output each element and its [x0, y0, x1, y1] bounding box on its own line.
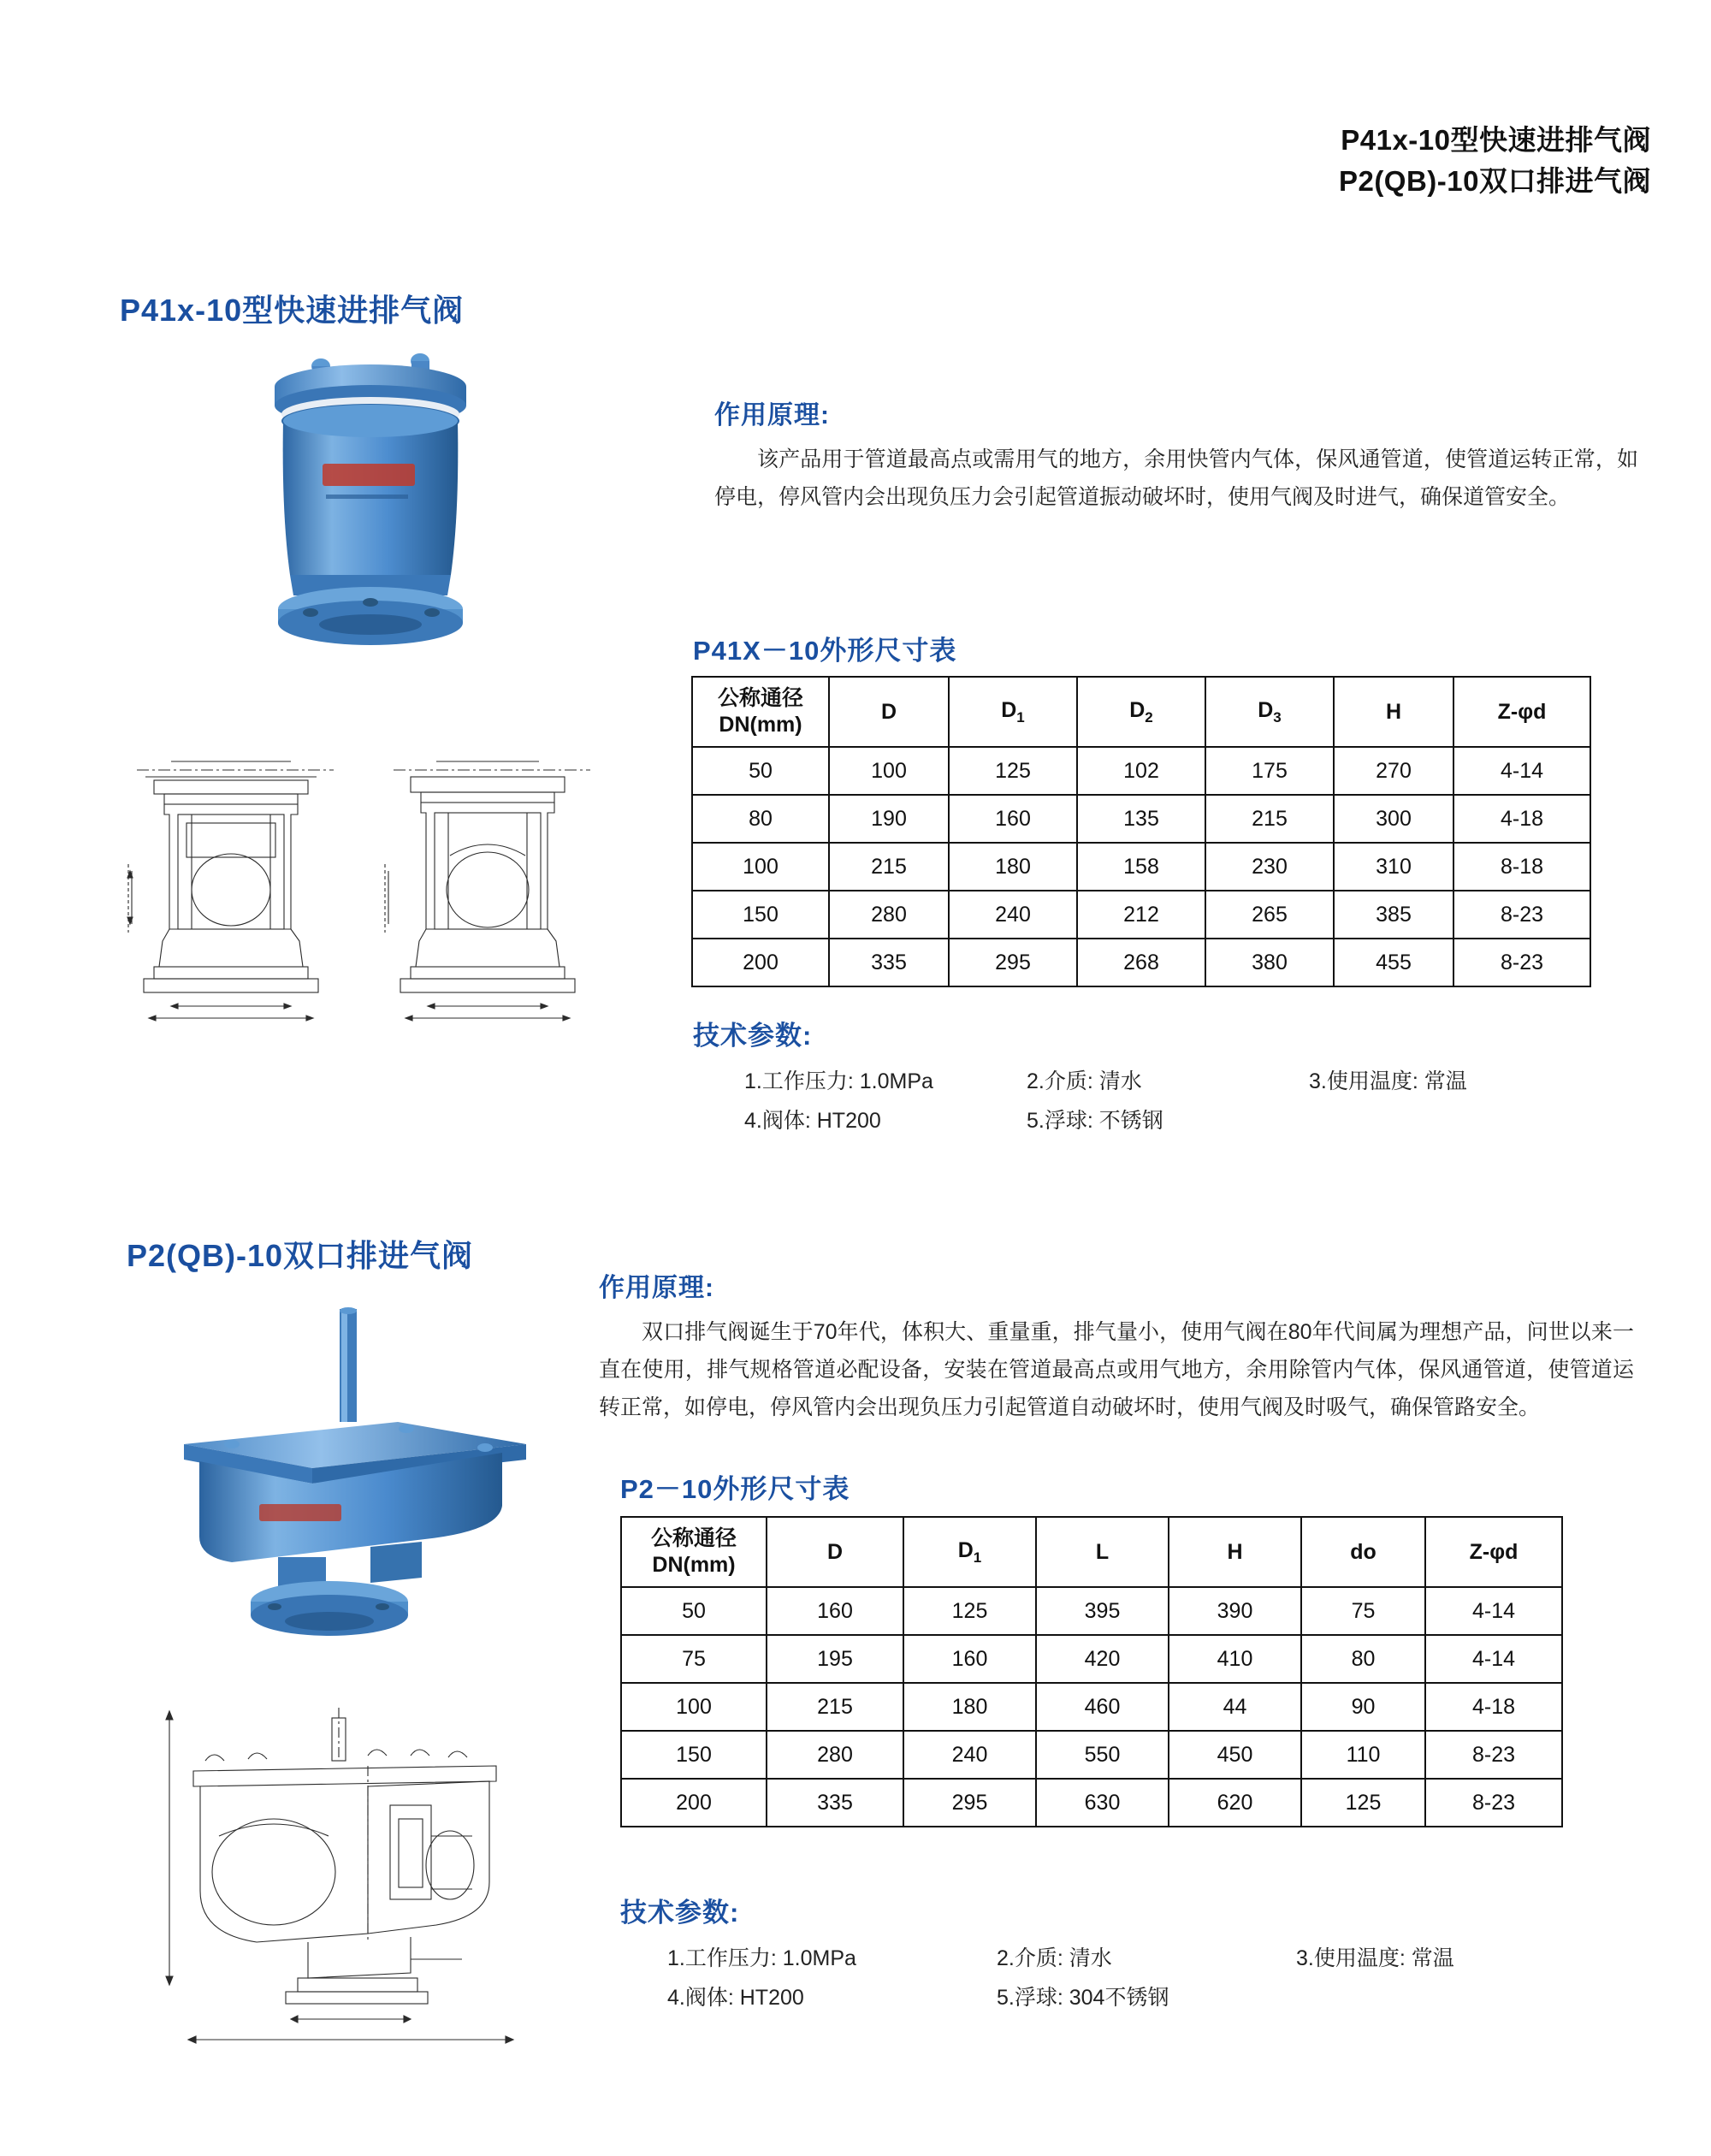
cell: 200: [692, 939, 829, 986]
cell: 44: [1169, 1683, 1301, 1731]
cell: 380: [1205, 939, 1334, 986]
cell: 8-23: [1425, 1779, 1562, 1827]
col-header-d2: $D_2$: [1077, 677, 1205, 747]
header-line-2: P2(QB)-10双口排进气阀: [1338, 164, 1651, 197]
cell: 295: [949, 939, 1077, 986]
principle-body-2: 双口排气阀诞生于70年代，体积大、重量重，排气量小，使用气阀在80年代间属为理想产品，问世以来一直在使用，排气规格管道必配设备，安装在管道最高点或用气地方，余用除管内气体，保风通管道，使管道运转正常，如停电，停风管内会出现负压力引起管道自动破坏时，使用气阀及时吸气，确保管路安全。: [599, 1320, 1634, 1419]
col-header-d1: $D_1$: [903, 1517, 1036, 1587]
cell: 215: [1205, 795, 1334, 843]
cell: 150: [621, 1731, 767, 1779]
principle-block-2: [599, 1266, 1634, 1426]
cell: 620: [1169, 1779, 1301, 1827]
product-photo-p2: [150, 1300, 552, 1668]
cell: 200: [621, 1779, 767, 1827]
cell: 90: [1301, 1683, 1425, 1731]
tech-row: [620, 1981, 1630, 2011]
cell: 4-18: [1425, 1683, 1562, 1731]
col-header-zd: Z-φd: [1425, 1517, 1562, 1587]
cell: 50: [692, 747, 829, 795]
table-row: [621, 1683, 1562, 1731]
cell: 158: [1077, 843, 1205, 891]
tech-item: 5.浮球: 不锈钢: [1027, 1109, 1163, 1133]
tech-item: [1309, 1104, 1591, 1134]
table-row: [692, 843, 1590, 891]
cell: 75: [1301, 1587, 1425, 1635]
cell: 100: [621, 1683, 767, 1731]
table-row: [621, 1587, 1562, 1635]
tech-item: 2.介质: 清水: [997, 1946, 1112, 1970]
principle-heading-2: 作用原理:: [599, 1274, 714, 1302]
technical-drawing-p2: [154, 1677, 565, 2062]
tech-item: 4.阀体: HT200: [667, 1986, 804, 2010]
tech-item: 2.介质: 清水: [1027, 1069, 1142, 1093]
col-header-d: D: [829, 677, 949, 747]
col-header-h: H: [1169, 1517, 1301, 1587]
principle-heading-1: 作用原理:: [714, 401, 830, 429]
cell: 110: [1301, 1731, 1425, 1779]
cell: 460: [1036, 1683, 1169, 1731]
cell: 335: [767, 1779, 903, 1827]
cell: 420: [1036, 1635, 1169, 1683]
cell: 212: [1077, 891, 1205, 939]
table-row: [692, 747, 1590, 795]
cell: 8-23: [1453, 891, 1590, 939]
col-header-zd: Z-φd: [1453, 677, 1590, 747]
cell: 300: [1334, 795, 1453, 843]
col-header-d: D: [767, 1517, 903, 1587]
cell: 125: [949, 747, 1077, 795]
cell: 8-23: [1453, 939, 1590, 986]
cell: 410: [1169, 1635, 1301, 1683]
cell: 4-18: [1453, 795, 1590, 843]
table-row: [692, 939, 1590, 986]
cell: 195: [767, 1635, 903, 1683]
tech-heading-1: 技术参数:: [693, 1021, 813, 1051]
cell: 150: [692, 891, 829, 939]
tech-item: 1.工作压力: 1.0MPa: [744, 1069, 933, 1093]
cell: 180: [949, 843, 1077, 891]
product-photo-p41x: [218, 342, 543, 710]
tech-params-1: [693, 1014, 1634, 1143]
col-header-do: do: [1301, 1517, 1425, 1587]
cell: 125: [1301, 1779, 1425, 1827]
section-2-title: P2(QB)-10双口排进气阀: [127, 1238, 474, 1273]
principle-block-1: [714, 394, 1638, 517]
tech-heading-2: 技术参数:: [620, 1898, 740, 1928]
page-header: [1339, 120, 1651, 202]
cell: 630: [1036, 1779, 1169, 1827]
cell: 310: [1334, 843, 1453, 891]
cell: 335: [829, 939, 949, 986]
tech-item: 1.工作压力: 1.0MPa: [667, 1946, 856, 1970]
cell: 550: [1036, 1731, 1169, 1779]
cell: 100: [829, 747, 949, 795]
cell: 4-14: [1425, 1635, 1562, 1683]
tech-params-2: [620, 1891, 1630, 2020]
cell: 295: [903, 1779, 1036, 1827]
principle-body-1: 该产品用于管道最高点或需用气的地方，余用快管内气体，保风通管道，使管道运转正常，如停电，停风管内会出现负压力会引起管道振动破坏时，使用气阀及时进气，确保道管安全。: [714, 447, 1638, 509]
cell: 215: [767, 1683, 903, 1731]
cell: 102: [1077, 747, 1205, 795]
col-header-d3: $D_3$: [1205, 677, 1334, 747]
cell: 280: [767, 1731, 903, 1779]
cell: 180: [903, 1683, 1036, 1731]
tech-row: [620, 1941, 1630, 1972]
cell: 280: [829, 891, 949, 939]
cell: 385: [1334, 891, 1453, 939]
tech-item: 5.浮球: 304不锈钢: [997, 1986, 1169, 2010]
tech-row: [693, 1104, 1634, 1134]
cell: 160: [903, 1635, 1036, 1683]
tech-item: [1296, 1981, 1596, 2011]
technical-drawing-p41x: [111, 753, 633, 1112]
cell: 230: [1205, 843, 1334, 891]
cell: 4-14: [1453, 747, 1590, 795]
cell: 240: [903, 1731, 1036, 1779]
header-line-1: P41x-10型快速进排气阀: [1341, 124, 1651, 156]
cell: 268: [1077, 939, 1205, 986]
table-row: [621, 1731, 1562, 1779]
table-2-title: P2－10外形尺寸表: [620, 1474, 850, 1504]
cell: 8-18: [1453, 843, 1590, 891]
col-header-d1: $D_1$: [949, 677, 1077, 747]
cell: 450: [1169, 1731, 1301, 1779]
table-row: [692, 891, 1590, 939]
cell: 160: [767, 1587, 903, 1635]
col-header-dn: 公称通径 DN(mm): [692, 677, 829, 747]
table-row: [621, 1635, 1562, 1683]
table-1-title: P41X－10外形尺寸表: [693, 636, 957, 666]
tech-row: [693, 1064, 1634, 1095]
section-1-title: P41x-10型快速进排气阀: [120, 293, 465, 328]
cell: 80: [692, 795, 829, 843]
cell: 190: [829, 795, 949, 843]
dimension-table-p2: [620, 1516, 1563, 1827]
col-header-l: L: [1036, 1517, 1169, 1587]
cell: 80: [1301, 1635, 1425, 1683]
cell: 175: [1205, 747, 1334, 795]
cell: 100: [692, 843, 829, 891]
tech-item: 3.使用温度: 常温: [1309, 1069, 1467, 1093]
cell: 50: [621, 1587, 767, 1635]
table-row: [692, 795, 1590, 843]
cell: 135: [1077, 795, 1205, 843]
tech-item: 3.使用温度: 常温: [1296, 1946, 1454, 1970]
cell: 75: [621, 1635, 767, 1683]
dimension-table-p41x: [691, 676, 1591, 987]
cell: 240: [949, 891, 1077, 939]
cell: 455: [1334, 939, 1453, 986]
cell: 265: [1205, 891, 1334, 939]
col-header-dn: 公称通径 DN(mm): [621, 1517, 767, 1587]
cell: 395: [1036, 1587, 1169, 1635]
tech-item: 4.阀体: HT200: [744, 1109, 881, 1133]
cell: 215: [829, 843, 949, 891]
cell: 125: [903, 1587, 1036, 1635]
table-row: [621, 1779, 1562, 1827]
cell: 160: [949, 795, 1077, 843]
col-header-h: H: [1334, 677, 1453, 747]
cell: 8-23: [1425, 1731, 1562, 1779]
cell: 390: [1169, 1587, 1301, 1635]
cell: 4-14: [1425, 1587, 1562, 1635]
cell: 270: [1334, 747, 1453, 795]
